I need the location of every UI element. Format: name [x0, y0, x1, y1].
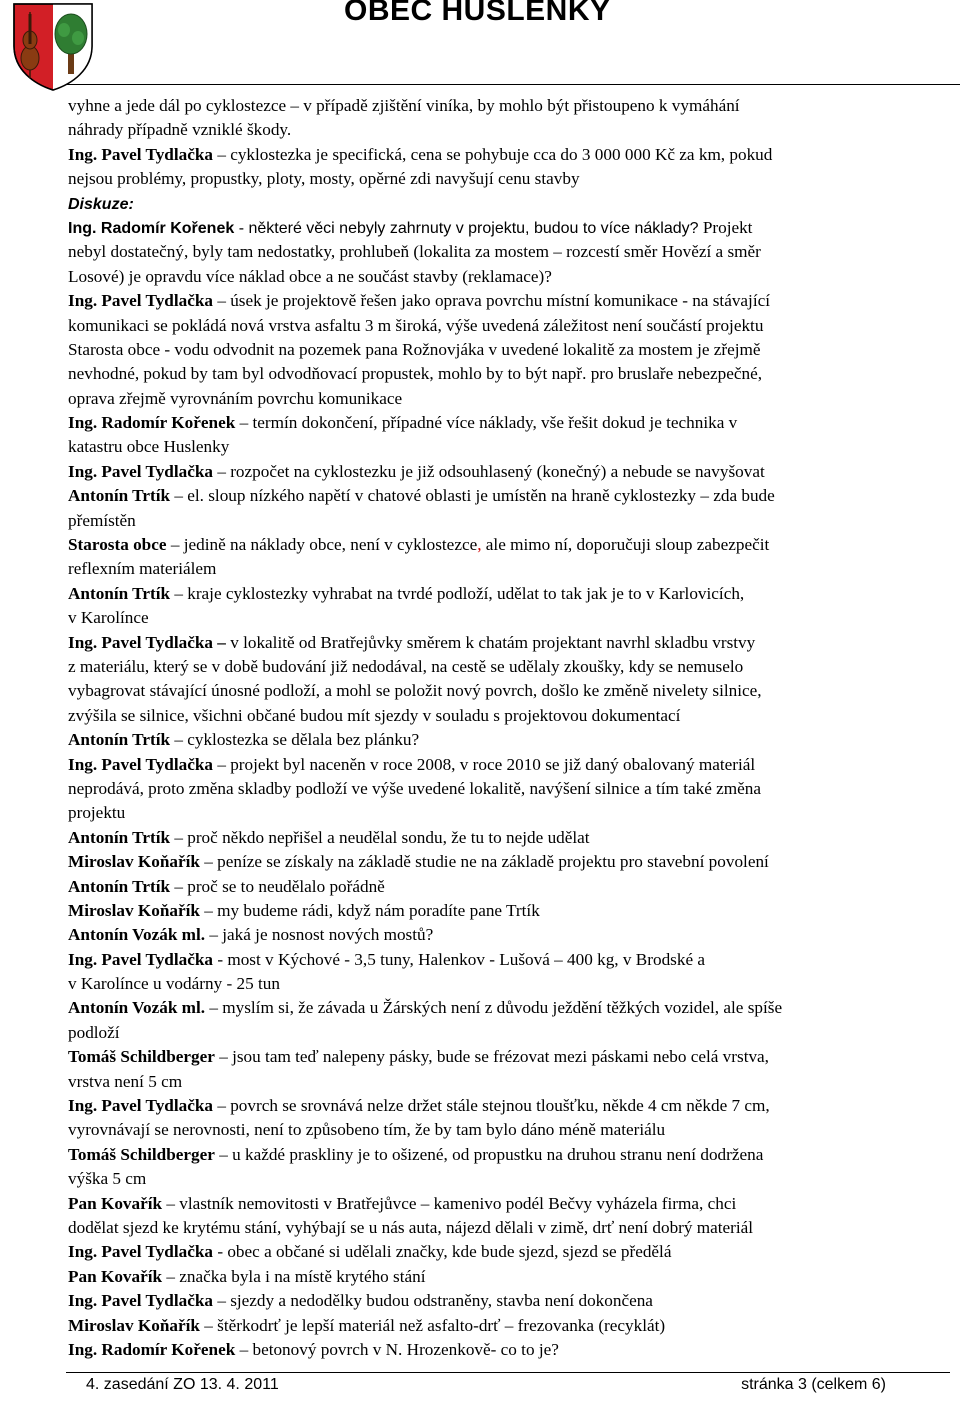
text-line: podloží	[68, 1022, 120, 1042]
text-line: v Karolínce	[68, 608, 149, 628]
text-line: Ing. Radomír Kořenek - některé věci nebyly zahrnuty v projektu, budou to více náklady? Projekt	[68, 217, 753, 237]
text-line: Ing. Pavel Tydlačka – projekt byl naceněn v roce 2008, v roce 2010 se již daný obalovaný materiál	[68, 754, 756, 774]
text-line: vybagrovat stávající únosné podloží, a mohl se položit nový povrch, došlo ke změně nivelety silnice,	[68, 681, 762, 701]
text-line: Miroslav Koňařík – štěrkodrť je lepší materiál než asfalto-drť – frezovanka (recyklát)	[68, 1315, 666, 1335]
minutes-text	[68, 94, 948, 1362]
section-heading: Diskuze:	[68, 195, 134, 213]
text-line: komunikaci se pokládá nová vrstva asfaltu 3 m široká, výše uvedená záležitost není součástí projektu	[68, 315, 764, 335]
text-line: katastru obce Huslenky	[68, 437, 230, 457]
footer-meeting: 4. zasedání ZO 13. 4. 2011	[86, 1376, 279, 1393]
speaker-name: Ing. Pavel Tydlačka	[68, 1242, 214, 1262]
speaker-name: Ing. Pavel Tydlačka	[68, 144, 214, 164]
text-line: zvýšila se silnice, všichni občané budou mít sjezdy v souladu s projektovou dokumentací	[68, 705, 681, 725]
text-line: Ing. Pavel Tydlačka – v lokalitě od Bratřejůvky směrem k chatám projektant navrhl skladbu vrstvy	[68, 632, 756, 652]
text-line: nebyl dostatečný, byly tam nedostatky, prohlubeň (lokalita za mostem – rozcestí směr Hovězí a směr	[68, 242, 761, 262]
text-line: Antonín Trtík – proč někdo nepřišel a neudělal sondu, že tu to nejde udělat	[68, 827, 590, 847]
speaker-name: Ing. Radomír Kořenek	[68, 219, 235, 237]
text-line: Antonín Trtík – kraje cyklostezky vyhrabat na tvrdé podloží, udělat to tak jak je to v Karlovicích,	[68, 583, 745, 603]
text-line: z materiálu, který se v době budování již nedodával, na cestě se udělaly zkoušky, kdy se nemuselo	[68, 656, 744, 676]
text-line: Ing. Pavel Tydlačka – sjezdy a nedodělky budou odstraněny, stavba není dokončena	[68, 1291, 653, 1311]
text-line: Pan Kovařík – značka byla i na místě krytého stání	[68, 1266, 426, 1286]
text-line: vrstva není 5 cm	[68, 1071, 183, 1091]
text-line	[68, 192, 948, 216]
footer-page-number: stránka 3 (celkem 6)	[741, 1376, 886, 1393]
speaker-name: Tomáš Schildberger	[68, 1047, 215, 1067]
text-line: Ing. Pavel Tydlačka – úsek je projektově řešen jako oprava povrchu místní komunikace - na stávající	[68, 291, 771, 311]
text-line: Miroslav Koňařík – my budeme rádi, když nám poradíte pane Trtík	[68, 900, 540, 920]
text-line: Tomáš Schildberger – jsou tam teď nalepeny pásky, bude se frézovat mezi páskami nebo celá vrstva,	[68, 1047, 769, 1067]
speaker-name: Pan Kovařík	[68, 1193, 163, 1213]
text-line: Ing. Pavel Tydlačka – povrch se srovnává nelze držet stále stejnou tloušťku, někde 4 cm někde 7 cm,	[68, 1096, 770, 1116]
text-line: neprodává, proto změna skladby podloží ve výše uvedené lokalitě, navýšení silnice a tím také změna	[68, 778, 761, 798]
text-line: Ing. Pavel Tydlačka – rozpočet na cyklostezku je již odsouhlasený (konečný) a nebude se navyšovat	[68, 461, 765, 481]
page-title: OBEC HUSLENKY	[344, 0, 611, 27]
text-line: Antonín Trtík – el. sloup nízkého napětí v chatové oblasti je umístěn na hraně cyklostezky – zda bude	[68, 486, 775, 506]
speaker-name: Miroslav Koňařík	[68, 1315, 200, 1335]
text-line: náhrady případně vzniklé škody.	[68, 120, 292, 140]
text-line: Tomáš Schildberger – u každé praskliny je to ošizené, od propustku na druhou stranu není dodržena	[68, 1144, 764, 1164]
speaker-name: Tomáš Schildberger	[68, 1144, 215, 1164]
text-line: Losové) je opravdu více náklad obce a ne součást stavby (reklamace)?	[68, 266, 552, 286]
speaker-name: Ing. Pavel Tydlačka	[68, 754, 214, 774]
text-line: Antonín Vozák ml. – jaká je nosnost nových mostů?	[68, 925, 434, 945]
speaker-name: Antonín Vozák ml.	[68, 998, 206, 1018]
header-divider	[66, 84, 960, 85]
speaker-name: Ing. Pavel Tydlačka	[68, 1291, 214, 1311]
text-line: vyhne a jede dál po cyklostezce – v případě zjištění viníka, by mohlo být přistoupeno k vymáhání	[68, 96, 740, 115]
text-line: Miroslav Koňařík – peníze se získaly na základě studie ne na základě projektu pro stavební povolení	[68, 852, 769, 872]
speaker-name: Antonín Trtík	[68, 876, 171, 896]
speaker-name: Ing. Pavel Tydlačka	[68, 291, 214, 311]
text-line: Ing. Pavel Tydlačka – cyklostezka je specifická, cena se pohybuje cca do 3 000 000 Kč za km, pokud	[68, 144, 773, 164]
text-line: Starosta obce - vodu odvodnit na pozemek pana Rožnovjáka v uvedené lokalitě za mostem je zřejmě	[68, 339, 761, 359]
speaker-name: Pan Kovařík	[68, 1266, 163, 1286]
text-line: Ing. Pavel Tydlačka - most v Kýchové - 3,5 tuny, Halenkov - Lušová – 400 kg, v Brodské a	[68, 949, 706, 969]
speaker-name: Ing. Radomír Kořenek	[68, 413, 236, 433]
text-line: reflexním materiálem	[68, 559, 217, 579]
text-line: Antonín Trtík – cyklostezka se dělala bez plánku?	[68, 730, 420, 750]
footer-divider	[66, 1372, 950, 1373]
speaker-name: Antonín Trtík	[68, 827, 171, 847]
text-line: Ing. Radomír Kořenek – termín dokončení, případné více náklady, vše řešit dokud je technika v	[68, 413, 738, 433]
text-line: Ing. Pavel Tydlačka - obec a občané si udělali značky, kde bude sjezd, sjezd se předělá	[68, 1242, 672, 1262]
text-line: oprava zřejmě vyrovnáním povrchu komunikace	[68, 388, 403, 408]
speaker-name: Antonín Vozák ml.	[68, 925, 206, 945]
text-line: přemístěn	[68, 510, 136, 530]
speaker-name: Antonín Trtík	[68, 730, 171, 750]
text-line: dodělat sjezd ke krytému stání, vyhýbají se u nás auta, nájezd dělali v zimě, drť není dobrý materiál	[68, 1217, 754, 1237]
text-line: Starosta obce – jedině na náklady obce, není v cyklostezce, ale mimo ní, doporučuji sloup zabezpečit	[68, 535, 770, 555]
text-line: vyrovnávají se nerovnosti, není to způsobeno tím, že by tam bylo dáno méně materiálu	[68, 1120, 666, 1140]
text-line: v Karolínce u vodárny - 25 tun	[68, 974, 280, 994]
text-line: výška 5 cm	[68, 1169, 147, 1189]
speaker-name: Starosta obce	[68, 535, 167, 555]
speaker-name: Ing. Pavel Tydlačka	[68, 461, 214, 481]
speaker-name: Ing. Radomír Kořenek	[68, 1339, 236, 1359]
speaker-name: Ing. Pavel Tydlačka	[68, 949, 214, 969]
speaker-name: Ing. Pavel Tydlačka	[68, 1096, 214, 1116]
text-line: Ing. Radomír Kořenek – betonový povrch v N. Hrozenkově- co to je?	[68, 1339, 559, 1359]
text-line: projektu	[68, 803, 126, 823]
text-line: nevhodné, pokud by tam byl odvodňovací propustek, mohlo by to být např. pro bruslaře nebezpečné,	[68, 364, 763, 384]
municipal-coat-of-arms-icon	[8, 0, 98, 92]
speaker-name: Miroslav Koňařík	[68, 852, 200, 872]
speaker-name: Miroslav Koňařík	[68, 900, 200, 920]
text-line: Antonín Trtík – proč se to neudělalo pořádně	[68, 876, 385, 896]
text-line: nejsou problémy, propustky, ploty, mosty, opěrné zdi navyšují cenu stavby	[68, 169, 580, 189]
speaker-name: Antonín Trtík	[68, 583, 171, 603]
speaker-name: Ing. Pavel Tydlačka –	[68, 632, 226, 652]
text-line: Pan Kovařík – vlastník nemovitosti v Bratřejůvce – kamenivo podél Bečvy vyházela firma, chci	[68, 1193, 737, 1213]
speaker-name: Antonín Trtík	[68, 486, 171, 506]
text-line: Antonín Vozák ml. – myslím si, že závada u Žárských není z důvodu ježdění těžkých vozidel, ale spíše	[68, 998, 783, 1018]
